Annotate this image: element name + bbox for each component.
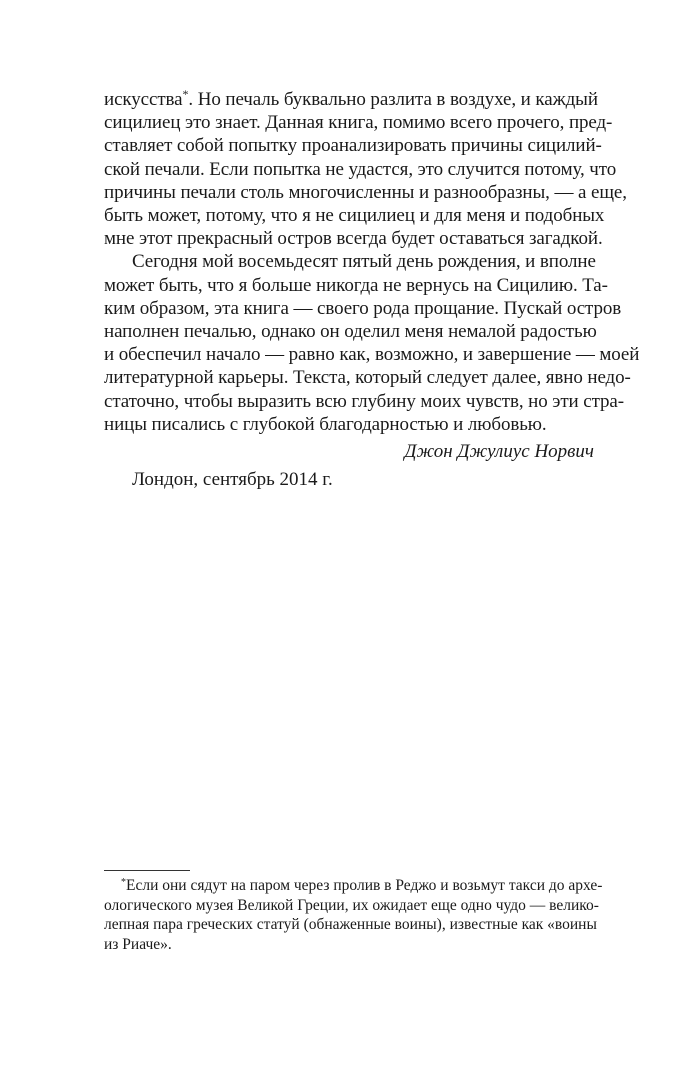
text-line: может быть, что я больше никогда не вернусь на Сицилию. Та- <box>104 274 608 296</box>
place-date: Лондон, сентябрь 2014 г. <box>132 469 333 491</box>
footnote <box>104 876 603 954</box>
footnote-line: ологического музея Великой Греции, их ожидает еще одно чудо — велико- <box>104 896 599 914</box>
text-line: Сегодня мой восемьдесят пятый день рождения, и вполне <box>132 251 596 273</box>
text-line: причины печали столь многочисленны и разнообразны, — а еще, <box>104 181 627 203</box>
author-signature: Джон Джулиус Норвич <box>404 441 594 463</box>
text-line: статочно, чтобы выразить всю глубину моих чувств, но эти стра- <box>104 390 624 412</box>
footnote-line: *Если они сядут на паром через пролив в Реджо и возьмут такси до архе- <box>121 877 603 894</box>
footnote-marker: * <box>121 877 126 888</box>
main-text <box>104 87 640 492</box>
footnote-line: лепная пара греческих статуй (обнаженные воины), известные как «воины <box>104 916 597 933</box>
footnote-divider <box>104 870 190 871</box>
text-line: ставляет собой попытку проанализировать причины сицилий- <box>104 135 602 157</box>
text-line: ской печали. Если попытка не удастся, это случится потому, что <box>104 158 617 180</box>
text-line: быть может, потому, что я не сицилиец и для меня и подобных <box>104 205 605 227</box>
text-line: ким образом, эта книга — своего рода прощание. Пускай остров <box>104 297 622 319</box>
text-line: мне этот прекрасный остров всегда будет оставаться загадкой. <box>104 228 603 250</box>
footnote-line: из Риаче». <box>104 935 172 953</box>
text-line: ницы писались с глубокой благодарностью и любовью. <box>104 413 547 435</box>
text-line: наполнен печалью, однако он оделил меня немалой радостью <box>104 321 597 343</box>
text-line: литературной карьеры. Текста, который следует далее, явно недо- <box>104 367 631 389</box>
footnote-reference: * <box>182 87 189 101</box>
text-line: искусства*. Но печаль буквально разлита в воздухе, и каждый <box>104 87 598 110</box>
text-line: сицилиец это знает. Данная книга, помимо всего прочего, пред- <box>104 112 613 134</box>
text-line: и обеспечил начало — равно как, возможно, и завершение — моей <box>104 344 640 366</box>
paragraph-1 <box>104 87 627 250</box>
paragraph-2 <box>104 250 640 436</box>
